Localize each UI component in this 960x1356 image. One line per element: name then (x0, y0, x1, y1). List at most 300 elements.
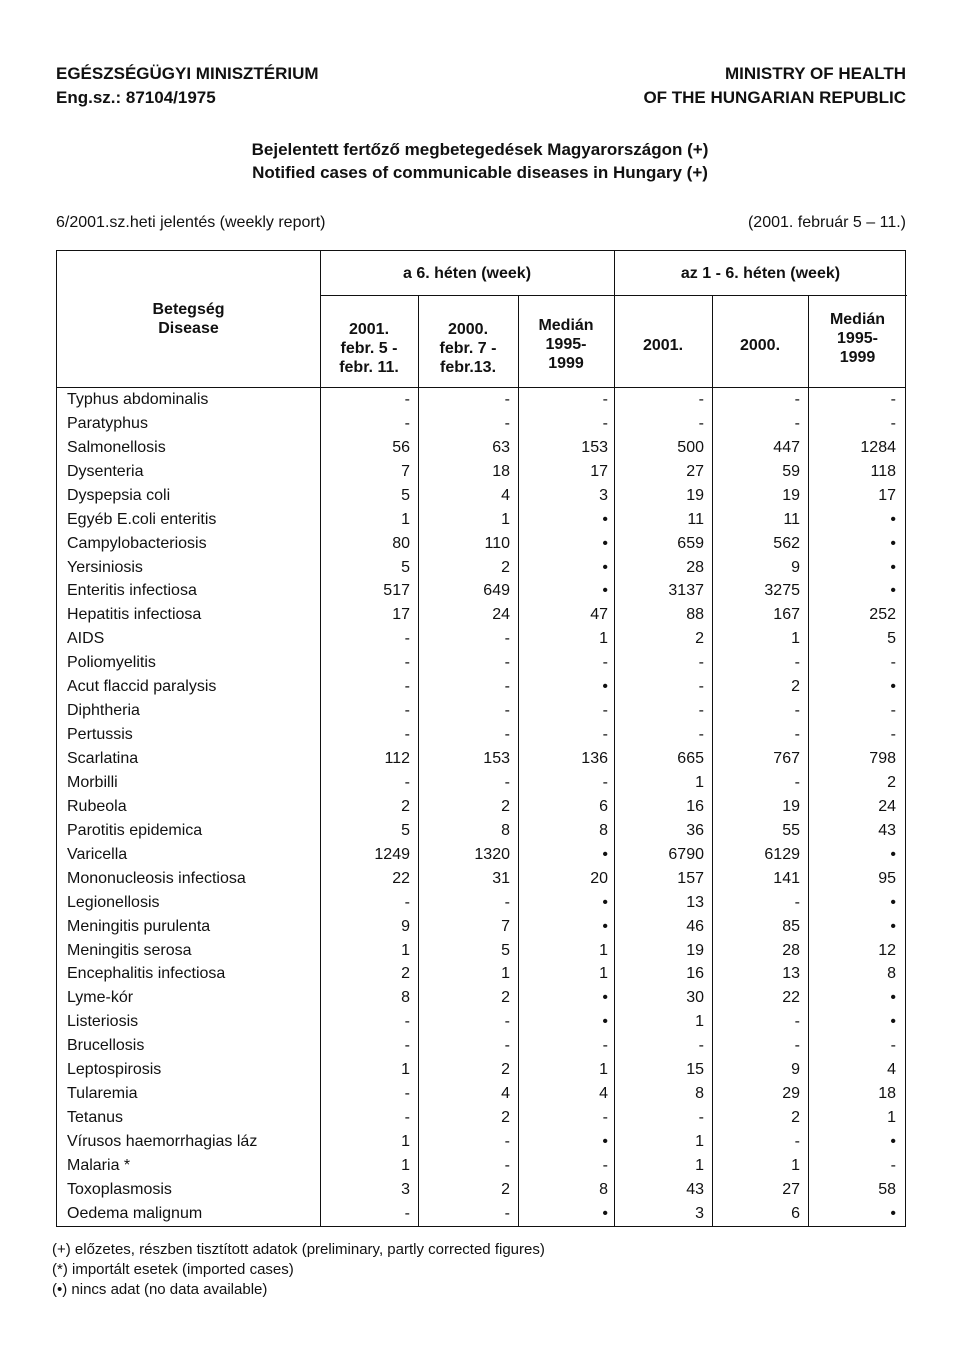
value-cell: 4 (501, 1085, 510, 1103)
value-cell: 7 (501, 917, 510, 935)
title-en: Notified cases of communicable diseases in Hungary (+) (252, 163, 708, 182)
value-cell: 649 (483, 582, 510, 600)
value-cell: 17 (878, 486, 896, 504)
value-cell: - (504, 1156, 510, 1174)
value-cell: 46 (686, 917, 704, 935)
value-cell: • (890, 917, 896, 935)
value-cell: 2 (401, 797, 410, 815)
disease-name: Poliomyelitis (67, 654, 156, 672)
value-cell: - (504, 414, 510, 432)
value-cell: 1 (401, 1061, 410, 1079)
value-cell: 2 (501, 1109, 510, 1127)
disease-name: Paratyphus (67, 414, 148, 432)
value-cell: 59 (782, 462, 800, 480)
value-cell: 3 (695, 1204, 704, 1222)
table-row (57, 603, 905, 627)
disease-name: Scarlatina (67, 750, 139, 768)
value-cell: 30 (686, 989, 704, 1007)
value-cell: • (890, 510, 896, 528)
table-row (57, 843, 905, 867)
value-cell: - (404, 702, 410, 720)
value-cell: 15 (686, 1061, 704, 1079)
col-median-week: Medián 1995- 1999 (538, 316, 594, 372)
value-cell: 562 (773, 534, 800, 552)
value-cell: 47 (590, 606, 608, 624)
value-cell: - (504, 1133, 510, 1151)
value-cell: 1 (401, 1156, 410, 1174)
value-cell: 6790 (668, 845, 704, 863)
value-cell: 1 (599, 1061, 608, 1079)
value-cell: 252 (869, 606, 896, 624)
value-cell: - (504, 678, 510, 696)
disease-name: Dysenteria (67, 462, 144, 480)
value-cell: - (794, 893, 800, 911)
value-cell: - (794, 1037, 800, 1055)
value-cell: 1 (695, 1156, 704, 1174)
value-cell: 18 (492, 462, 510, 480)
value-cell: 5 (401, 558, 410, 576)
value-cell: - (404, 726, 410, 744)
value-cell: 43 (878, 821, 896, 839)
table-row (57, 627, 905, 651)
value-cell: 767 (773, 750, 800, 768)
value-cell: - (890, 702, 896, 720)
col-2001-week: 2001. febr. 5 - febr. 11. (339, 320, 399, 376)
value-cell: 3137 (668, 582, 704, 600)
value-cell: 665 (677, 750, 704, 768)
table-row (57, 1106, 905, 1130)
value-cell: 16 (686, 797, 704, 815)
table-row (57, 532, 905, 556)
table-row (57, 747, 905, 771)
value-cell: 27 (686, 462, 704, 480)
disease-header-hu: Betegség (152, 301, 225, 318)
value-cell: • (890, 1013, 896, 1031)
table-row (57, 771, 905, 795)
disease-name: Meningitis serosa (67, 941, 192, 959)
group-week-header: a 6. héten (week) (402, 264, 532, 282)
value-cell: • (602, 534, 608, 552)
table-row (57, 508, 905, 532)
value-cell: - (504, 893, 510, 911)
disease-name: Enteritis infectiosa (67, 582, 197, 600)
value-cell: - (404, 678, 410, 696)
value-cell: - (404, 1204, 410, 1222)
value-cell: 1 (501, 510, 510, 528)
value-cell: - (698, 390, 704, 408)
value-cell: 118 (870, 462, 896, 480)
ministry-header-hu (56, 62, 319, 110)
disease-name: Hepatitis infectiosa (67, 606, 202, 624)
value-cell: • (890, 893, 896, 911)
value-cell: 5 (887, 630, 896, 648)
footnotes (52, 1240, 545, 1300)
value-cell: 500 (677, 438, 704, 456)
disease-name: Acut flaccid paralysis (67, 678, 217, 696)
table-row (57, 699, 905, 723)
table-row (57, 580, 905, 604)
value-cell: 28 (782, 941, 800, 959)
value-cell: - (504, 1013, 510, 1031)
disease-name: Diphtheria (67, 702, 140, 720)
footnote-no-data: (•) nincs adat (no data available) (52, 1281, 268, 1298)
disease-name: Typhus abdominalis (67, 390, 209, 408)
value-cell: • (602, 558, 608, 576)
value-cell: - (890, 414, 896, 432)
table-row (57, 939, 905, 963)
value-cell: - (602, 726, 608, 744)
value-cell: 153 (483, 750, 510, 768)
value-cell: 11 (687, 510, 704, 528)
disease-name: Malaria * (67, 1156, 131, 1174)
table-row (57, 1154, 905, 1178)
disease-name: Oedema malignum (67, 1204, 203, 1222)
value-cell: 16 (686, 965, 704, 983)
value-cell: 1 (791, 630, 800, 648)
value-cell: - (794, 654, 800, 672)
value-cell: 2 (887, 773, 896, 791)
value-cell: 29 (782, 1085, 800, 1103)
value-cell: 5 (401, 486, 410, 504)
value-cell: • (602, 678, 608, 696)
document-title (0, 138, 960, 184)
disease-name: AIDS (67, 630, 105, 648)
value-cell: - (504, 773, 510, 791)
disease-name: Tetanus (67, 1109, 124, 1127)
value-cell: - (504, 702, 510, 720)
value-cell: 167 (773, 606, 800, 624)
value-cell: - (504, 630, 510, 648)
value-cell: 8 (599, 821, 608, 839)
disease-name: Campylobacteriosis (67, 534, 207, 552)
value-cell: 58 (878, 1180, 896, 1198)
value-cell: 7 (401, 462, 410, 480)
value-cell: 1 (695, 1013, 704, 1031)
value-cell: - (890, 390, 896, 408)
value-cell: - (504, 1204, 510, 1222)
value-cell: 19 (686, 941, 704, 959)
value-cell: - (602, 414, 608, 432)
col-2001-cumulative: 2001. (642, 336, 684, 354)
value-cell: 112 (384, 750, 410, 768)
value-cell: - (602, 773, 608, 791)
value-cell: - (794, 702, 800, 720)
table-row (57, 1202, 905, 1226)
value-cell: 1 (695, 773, 704, 791)
value-cell: 2 (501, 797, 510, 815)
value-cell: - (404, 1085, 410, 1103)
value-cell: 798 (869, 750, 896, 768)
value-cell: • (602, 845, 608, 863)
table-row (57, 963, 905, 987)
value-cell: 13 (686, 893, 704, 911)
value-cell: 28 (686, 558, 704, 576)
disease-header (57, 251, 320, 387)
value-cell: 19 (686, 486, 704, 504)
disease-name: Leptospirosis (67, 1061, 162, 1079)
value-cell: 2 (695, 630, 704, 648)
value-cell: 8 (695, 1085, 704, 1103)
disease-name: Vírusos haemorrhagias láz (67, 1133, 258, 1151)
value-cell: 8 (599, 1180, 608, 1198)
value-cell: 12 (878, 941, 896, 959)
value-cell: 1 (599, 941, 608, 959)
value-cell: - (698, 726, 704, 744)
disease-name: Brucellosis (67, 1037, 145, 1055)
disease-name: Yersiniosis (67, 558, 143, 576)
table-row (57, 651, 905, 675)
value-cell: - (794, 773, 800, 791)
value-cell: 1 (599, 965, 608, 983)
value-cell: - (404, 1037, 410, 1055)
value-cell: 8 (401, 989, 410, 1007)
value-cell: 95 (878, 869, 896, 887)
value-cell: • (602, 582, 608, 600)
value-cell: - (602, 654, 608, 672)
table-row (57, 819, 905, 843)
disease-name: Varicella (67, 845, 128, 863)
table-row (57, 484, 905, 508)
table-body (57, 388, 905, 1226)
value-cell: - (698, 1109, 704, 1127)
table-row (57, 675, 905, 699)
value-cell: 63 (492, 438, 510, 456)
value-cell: 56 (392, 438, 410, 456)
table-row (57, 891, 905, 915)
value-cell: • (890, 989, 896, 1007)
value-cell: - (890, 654, 896, 672)
value-cell: 157 (677, 869, 704, 887)
value-cell: 517 (383, 582, 410, 600)
ministry-header-en (643, 62, 906, 110)
value-cell: • (890, 558, 896, 576)
value-cell: 659 (677, 534, 704, 552)
value-cell: 43 (686, 1180, 704, 1198)
value-cell: 9 (401, 917, 410, 935)
value-cell: - (404, 654, 410, 672)
value-cell: 24 (492, 606, 510, 624)
value-cell: - (404, 773, 410, 791)
value-cell: 1 (887, 1109, 896, 1127)
value-cell: 2 (791, 678, 800, 696)
value-cell: - (404, 1109, 410, 1127)
value-cell: 6 (791, 1204, 800, 1222)
value-cell: 22 (782, 989, 800, 1007)
value-cell: 88 (686, 606, 704, 624)
value-cell: - (404, 390, 410, 408)
value-cell: - (890, 726, 896, 744)
disease-name: Tularemia (67, 1085, 138, 1103)
value-cell: 5 (501, 941, 510, 959)
value-cell: • (602, 1204, 608, 1222)
value-cell: 5 (401, 821, 410, 839)
disease-name: Encephalitis infectiosa (67, 965, 226, 983)
value-cell: 1 (401, 510, 410, 528)
value-cell: - (504, 390, 510, 408)
value-cell: 9 (791, 1061, 800, 1079)
value-cell: - (404, 414, 410, 432)
value-cell: • (602, 1133, 608, 1151)
disease-name: Pertussis (67, 726, 133, 744)
col-2000-cumulative: 2000. (739, 336, 781, 354)
value-cell: • (890, 582, 896, 600)
value-cell: - (602, 390, 608, 408)
disease-table (56, 250, 906, 1227)
disease-name: Salmonellosis (67, 438, 166, 456)
value-cell: • (890, 845, 896, 863)
table-row (57, 915, 905, 939)
value-cell: 22 (392, 869, 410, 887)
value-cell: - (794, 726, 800, 744)
disease-name: Parotitis epidemica (67, 821, 203, 839)
value-cell: 3 (401, 1180, 410, 1198)
value-cell: 17 (392, 606, 410, 624)
report-label: 6/2001.sz.heti jelentés (weekly report) (56, 214, 326, 231)
value-cell: 1320 (474, 845, 510, 863)
table-row (57, 1058, 905, 1082)
table-row (57, 795, 905, 819)
value-cell: 1 (599, 630, 608, 648)
ministry-country-en: OF THE HUNGARIAN REPUBLIC (643, 88, 906, 107)
disease-name: Lyme-kór (67, 989, 134, 1007)
disease-name: Egyéb E.coli enteritis (67, 510, 217, 528)
value-cell: - (404, 1013, 410, 1031)
table-row (57, 723, 905, 747)
value-cell: - (698, 654, 704, 672)
value-cell: • (602, 510, 608, 528)
value-cell: 110 (484, 534, 510, 552)
value-cell: - (504, 726, 510, 744)
value-cell: - (404, 630, 410, 648)
disease-name: Morbilli (67, 773, 118, 791)
ministry-name-hu: EGÉSZSÉGÜGYI MINISZTÉRIUM (56, 64, 319, 83)
value-cell: - (504, 654, 510, 672)
value-cell: 1 (401, 941, 410, 959)
disease-name: Legionellosis (67, 893, 160, 911)
value-cell: 17 (590, 462, 608, 480)
value-cell: 2 (791, 1109, 800, 1127)
value-cell: • (890, 534, 896, 552)
value-cell: 141 (773, 869, 800, 887)
disease-name: Rubeola (67, 797, 127, 815)
value-cell: 18 (878, 1085, 896, 1103)
registration-number: Eng.sz.: 87104/1975 (56, 88, 216, 107)
value-cell: 20 (590, 869, 608, 887)
table-row (57, 1130, 905, 1154)
value-cell: - (698, 414, 704, 432)
table-row (57, 460, 905, 484)
value-cell: - (404, 893, 410, 911)
value-cell: 36 (686, 821, 704, 839)
value-cell: 55 (782, 821, 800, 839)
col-2000-week: 2000. febr. 7 - febr.13. (439, 320, 497, 376)
table-row (57, 1010, 905, 1034)
value-cell: 1 (695, 1133, 704, 1151)
disease-header-en: Disease (158, 320, 219, 337)
value-cell: 2 (501, 558, 510, 576)
value-cell: 3 (599, 486, 608, 504)
title-hu: Bejelentett fertőző megbetegedések Magyarországon (+) (251, 140, 709, 159)
value-cell: - (794, 414, 800, 432)
value-cell: 8 (501, 821, 510, 839)
value-cell: • (602, 917, 608, 935)
disease-name: Dyspepsia coli (67, 486, 171, 504)
value-cell: - (794, 390, 800, 408)
value-cell: 11 (783, 510, 800, 528)
report-period: (2001. február 5 – 11.) (747, 214, 906, 231)
value-cell: - (504, 1037, 510, 1055)
value-cell: 19 (782, 797, 800, 815)
value-cell: 19 (782, 486, 800, 504)
value-cell: - (890, 1156, 896, 1174)
footnote-imported: (*) importált esetek (imported cases) (52, 1261, 294, 1278)
value-cell: 85 (782, 917, 800, 935)
value-cell: - (602, 1109, 608, 1127)
value-cell: • (602, 989, 608, 1007)
value-cell: • (890, 1204, 896, 1222)
value-cell: 24 (878, 797, 896, 815)
value-cell: 4 (887, 1061, 896, 1079)
table-row (57, 412, 905, 436)
value-cell: 2 (501, 1180, 510, 1198)
value-cell: 447 (773, 438, 800, 456)
ministry-name-en: MINISTRY OF HEALTH (724, 64, 906, 83)
value-cell: - (890, 1037, 896, 1055)
value-cell: 1 (501, 965, 510, 983)
value-cell: 1 (791, 1156, 800, 1174)
table-row (57, 388, 905, 412)
footnote-preliminary: (+) előzetes, részben tisztított adatok (preliminary, partly corrected figures) (52, 1241, 545, 1258)
table-header (57, 251, 905, 388)
table-row (57, 1178, 905, 1202)
table-row (57, 867, 905, 891)
value-cell: 6 (599, 797, 608, 815)
value-cell: 6129 (764, 845, 800, 863)
value-cell: - (794, 1013, 800, 1031)
value-cell: 13 (782, 965, 800, 983)
value-cell: 4 (599, 1085, 608, 1103)
value-cell: 2 (501, 989, 510, 1007)
group-cumulative-header: az 1 - 6. héten (week) (680, 264, 841, 282)
value-cell: 136 (581, 750, 608, 768)
value-cell: - (602, 1156, 608, 1174)
value-cell: • (890, 678, 896, 696)
value-cell: - (698, 678, 704, 696)
disease-name: Listeriosis (67, 1013, 139, 1031)
value-cell: 8 (887, 965, 896, 983)
value-cell: 1284 (860, 438, 896, 456)
value-cell: 31 (492, 869, 510, 887)
value-cell: - (794, 1133, 800, 1151)
value-cell: - (698, 1037, 704, 1055)
value-cell: 1249 (374, 845, 410, 863)
value-cell: 2 (501, 1061, 510, 1079)
value-cell: 2 (401, 965, 410, 983)
col-median-cumulative: Medián 1995- 1999 (829, 310, 886, 366)
value-cell: - (698, 702, 704, 720)
value-cell: • (602, 893, 608, 911)
table-row (57, 986, 905, 1010)
value-cell: • (602, 1013, 608, 1031)
table-row (57, 436, 905, 460)
value-cell: 9 (791, 558, 800, 576)
value-cell: 80 (392, 534, 410, 552)
value-cell: 153 (581, 438, 608, 456)
value-cell: - (602, 702, 608, 720)
value-cell: • (890, 1133, 896, 1151)
disease-name: Mononucleosis infectiosa (67, 869, 246, 887)
value-cell: 4 (501, 486, 510, 504)
